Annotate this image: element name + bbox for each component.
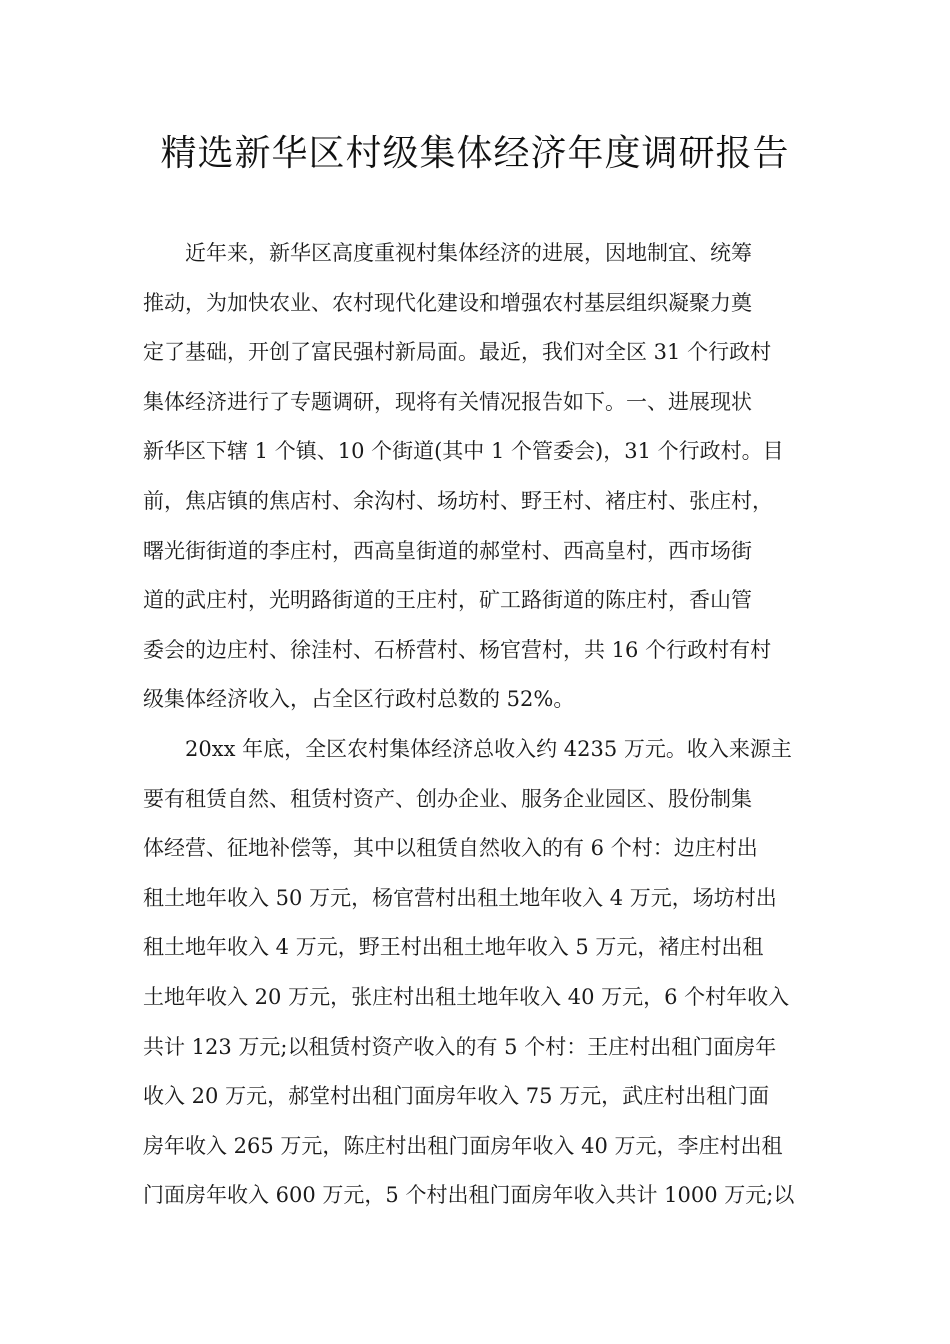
text-line: 新华区下辖 1 个镇、10 个街道(其中 1 个管委会)，31 个行政村。目 bbox=[143, 439, 784, 464]
text-line: 房年收入 265 万元，陈庄村出租门面房年收入 40 万元，李庄村出租 bbox=[143, 1133, 783, 1158]
text-line: 推动，为加快农业、农村现代化建设和增强农村基层组织凝聚力奠 bbox=[143, 290, 752, 315]
text-line: 门面房年收入 600 万元，5 个村出租门面房年收入共计 1000 万元;以 bbox=[143, 1183, 795, 1208]
text-line: 近年来，新华区高度重视村集体经济的进展，因地制宜、统筹 bbox=[185, 241, 752, 265]
text-line: 要有租赁自然、租赁村资产、创办企业、服务企业园区、股份制集 bbox=[143, 786, 752, 811]
text-line: 20xx 年底，全区农村集体经济总收入约 4235 万元。收入来源主 bbox=[185, 736, 792, 761]
document-body bbox=[143, 229, 833, 1221]
text-line: 共计 123 万元;以租赁村资产收入的有 5 个村：王庄村出租门面房年 bbox=[143, 1034, 777, 1059]
text-line: 租土地年收入 4 万元，野王村出租土地年收入 5 万元，褚庄村出租 bbox=[143, 935, 764, 960]
text-line: 收入 20 万元，郝堂村出租门面房年收入 75 万元，武庄村出租门面 bbox=[143, 1084, 770, 1109]
text-line: 体经营、征地补偿等，其中以租赁自然收入的有 6 个村：边庄村出 bbox=[143, 836, 758, 861]
text-line: 委会的边庄村、徐洼村、石桥营村、杨官营村，共 16 个行政村有村 bbox=[143, 637, 772, 662]
text-line: 级集体经济收入，占全区行政村总数的 52%。 bbox=[143, 687, 575, 712]
text-line: 曙光街街道的李庄村，西高皇街道的郝堂村、西高皇村，西市场街 bbox=[143, 538, 752, 563]
text-line: 集体经济进行了专题调研，现将有关情况报告如下。一、进展现状 bbox=[143, 389, 752, 414]
text-line: 定了基础，开创了富民强村新局面。最近，我们对全区 31 个行政村 bbox=[143, 340, 772, 365]
text-line: 租土地年收入 50 万元，杨官营村出租土地年收入 4 万元，场坊村出 bbox=[143, 885, 777, 910]
text-line: 前，焦店镇的焦店村、余沟村、场坊村、野王村、褚庄村、张庄村， bbox=[143, 488, 773, 513]
document-title: 精选新华区村级集体经济年度调研报告 bbox=[160, 133, 790, 174]
text-line: 土地年收入 20 万元，张庄村出租土地年收入 40 万元，6 个村年收入 bbox=[143, 984, 790, 1009]
text-line: 道的武庄村，光明路街道的王庄村，矿工路街道的陈庄村，香山管 bbox=[143, 588, 752, 613]
